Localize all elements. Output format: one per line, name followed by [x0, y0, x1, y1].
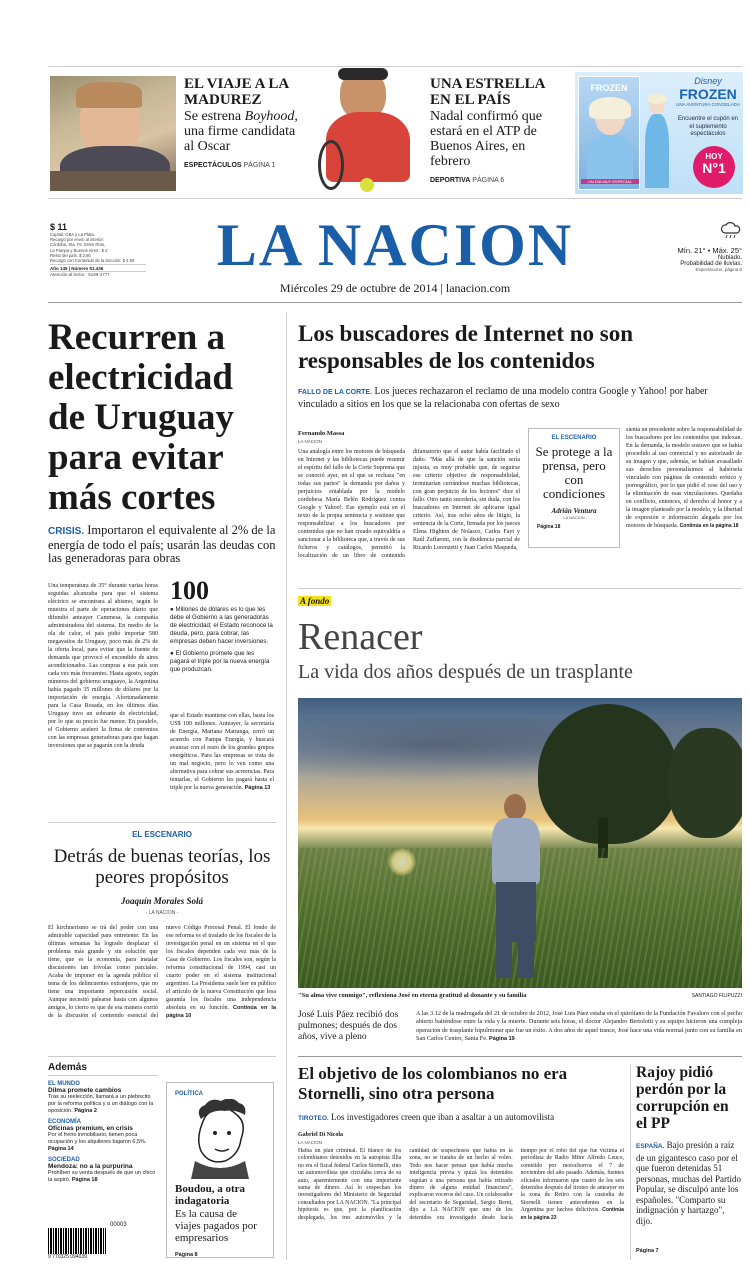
escenario1-page-ref[interactable]: Continúa en la página 10 [166, 1005, 276, 1019]
barcode-bars [48, 1228, 106, 1254]
renacer-label: A fondo [300, 596, 330, 606]
buscadores-kicker: FALLO DE LA CORTE. [298, 389, 373, 396]
escenario2-author: Adrián Ventura [551, 507, 597, 515]
masthead-site[interactable]: lanacion.com [445, 281, 511, 295]
escenario2-page: Página 18 [537, 524, 561, 530]
frozen-brand: Disney [694, 76, 722, 86]
buscadores-source: LA NACION [298, 439, 323, 444]
escenario2-title: Se protege a la prensa, pero con condiciones [535, 444, 613, 501]
frozen-cover [578, 76, 640, 190]
politica-box[interactable] [166, 1082, 274, 1258]
promo-viaje-head: EL VIAJE A LA MADUREZ [184, 76, 289, 108]
colombianos-deck-text: Los investigadores creen que iban a asaltar a un automovilista [328, 1112, 555, 1122]
buscadores-deck-text: Los jueces rechazaron el reclamo de una modelo contra Google y Yahoo! por haber vinculado a sitios en los que se la relacionaba con ofertas de sexo [298, 386, 708, 410]
lead-page-ref[interactable]: Página 13 [244, 785, 271, 791]
escenario1-author: Joaquín Morales Solá [120, 896, 204, 906]
renacer-credit: SANTIAGO FILIPUZZI [691, 993, 742, 999]
colombianos-deck [298, 1112, 624, 1125]
weather-desc2: Probabilidad de lluvias. [680, 261, 742, 267]
lead-body: Una temperatura de 35° durante varias horas seguidas alcanzaba para que el sistema eléctrico se encontrara al abismo, según lo muestra el parte de operaciones diario que difundió anteayer Cammesa, la compañía administradora del sistema. En medio de la ola de calor, el país pidió importar 580 megavatios de Uruguay, poco más de 2% de la oferta local, para evitar que la fuente de demanda que provocó el encendido de aires acondicionados. Las compras a ese país son cada vez más frecuentes. Hasta agosto, según números del gobierno uruguayo, la Argentina había pagado 35 millones de dólares por la importación de energía. Afortunadamente para la Casa Rosada, en los últimos días Uruguay tuvo un sobrante de electricidad, por lo que su precio fue menor. En paralelo, el Gobierno aceleró la firma de convenios con las empresas generadoras para que hagan inversiones que se pagarán con la deuda [48, 583, 158, 749]
lead-headline[interactable]: Recurren a electricidad de Uruguay para evitar más cortes [48, 317, 235, 518]
ademas-label: Además [48, 1062, 158, 1076]
weather-box [636, 222, 742, 272]
renacer-body: A las 3.12 de la madrugada del 21 de octubre de 2012, José Luis Páez estaba en el quirófano de la Fundación Favaloro con el pecho abierto batiéndose entre la vida y la muerte. Durante seis horas, el doctor Alejandro Bertolotti y su equipo hicieron una compleja operación de trasplante bipulmonar que fue un éxito. A dos años de aquel trance, José hace una vida normal junto con su familia en San Carlos Centro, Santa Fe. Página 19 [416, 1010, 742, 1043]
promo-viaje-body: Se estrena Boyhood, una firme candidata al Oscar [184, 109, 298, 154]
promo-estrella-head: UNA ESTRELLA EN EL PAÍS [430, 76, 545, 108]
renacer-teaser: José Luis Páez recibió dos pulmones; después de dos años, vive a pleno [298, 1010, 399, 1042]
escenario1-label: EL ESCENARIO [132, 830, 192, 839]
lead-bignum: 100 [170, 576, 209, 605]
colombianos-source: LA NACION [298, 1140, 323, 1145]
lead-bullet: ● Millones de dólares es lo que les debe el Gobierno a las generadoras de electricidad; el Estado reconoce la deuda, pero, para cobrar, las empresas deben hacer inversiones. [170, 606, 273, 645]
escenario1-title[interactable]: Detrás de buenas teorías, los peores propósitos [53, 846, 271, 888]
lead-deck [48, 524, 276, 566]
boudou-caricature [175, 1099, 265, 1179]
ademas-item[interactable]: EL MUNDO Dilma promete cambios Tras su reelección, llamará a un plebiscito por la reforma política y a un diálogo con la oposición. Página 2 [48, 1081, 154, 1114]
weather-ref: Espectáculos, página 6 [695, 267, 742, 272]
barcode-number: 9 770325 094039 [48, 1254, 87, 1260]
renacer-photo[interactable] [298, 698, 742, 988]
escenario2-box[interactable] [528, 428, 620, 548]
masthead-date: Miércoles 29 de octubre de 2014 [279, 281, 438, 295]
frozen-cover-title: FROZEN [590, 83, 628, 93]
promo-estrella[interactable] [430, 76, 558, 184]
escenario2-label: EL ESCENARIO [551, 435, 597, 441]
frozen-body: Encuentre el cupón en el suplemento espectáculos [677, 116, 739, 137]
escenario2-source: - LA NACION - [560, 515, 588, 520]
barcode [48, 1222, 158, 1262]
promo-viaje-ref: ESPECTÁCULOS PÁGINA 1 [184, 162, 276, 169]
rajoy-deck-text: Bajo presión a raíz de un gigantesco caso por el que fueron detenidas 51 personas, muchas del Partido Popular, se disculpó ante los españoles. "Comparto su indignación y hartazgo", dijo. [636, 1140, 741, 1226]
rajoy-page[interactable]: Página 7 [636, 1248, 659, 1254]
masthead-title[interactable]: LA NACION [216, 212, 574, 278]
barcode-code: 00003 [110, 1222, 127, 1228]
colombianos-author: Gabriel Di Nicola [298, 1132, 343, 1138]
renacer-subtitle: La vida dos años después de un trasplante [298, 661, 633, 683]
buscadores-body: Una analogía entre los motores de búsqueda en Internet y las bibliotecas puede resumir el espíritu del fallo de la Corte Suprema que se conoció ayer, en el que se rechaza "en todas sus partes" la demanda por daños y perjuicios entablada por la modelo cordobesa María Belén Rodríguez contra Google y Yahoo!. Ese ejemplo está en el texto de la propia sentencia y sostiene que responsabilizar a los buscadores por contenidos que no han creado equivaldría a sancionar a la biblioteca que, a través de sus ficheros y catálogos, permitió la localización de un libro de contenido difamatorio que el autor había facilitado el daño. "Más allá de que la sanción sería injusta, es muy probable que, de seguirse ese criterio objetivo de responsabilidad, terminarían cerrándose muchas bibliotecas, con gran perjuicio de los lectores" dice el fallo. Otro tanto sucedería, sin duda, con los buscadores en Internet de aplicarse igual criterio. Así, tras ocho años de litigio, la sentencia de la Corte, firmada por los jueces Elena Highton de Nolasco, Carlos Fayt y Raúl Zaffaroni, con la disidencia parcial de Ricardo Lorenzetti y Juan Carlos Maqueda, [298, 449, 520, 559]
frozen-cover-sub: UN DÍA MUY ESPECIAL [581, 179, 639, 184]
weather-temp: Mín. 21° • Máx. 25° [677, 246, 742, 255]
rajoy-kicker: ESPAÑA. [636, 1143, 665, 1150]
escenario1-source: - LA NACION - [145, 910, 179, 916]
colombianos-headline[interactable]: El objetivo de los colombianos no era Stornelli, sino otra persona [298, 1064, 568, 1103]
price-line: Capital, GBA y La Plata. [50, 232, 95, 237]
man-figure [486, 794, 550, 984]
price: $ 11 [50, 222, 68, 232]
price-line: Recargo por envío al interior: [50, 237, 104, 243]
ademas-item[interactable]: SOCIEDAD Mendoza: no a la purpurina Prohíben su venta después de que un chico la aspiró. Página 18 [48, 1157, 156, 1183]
issue: Año 145 | Número 51.436 [50, 266, 146, 272]
promo-estrella-body: Nadal confirmó que estará en el ATP de Buenos Aires, en febrero [430, 109, 542, 169]
colombianos-page-ref[interactable]: Continúa en la página 23 [520, 1207, 624, 1221]
frozen-logo: FROZEN [679, 86, 737, 102]
price-line: Recargo con Contenido de la Sección: $ 4,50 [50, 258, 146, 265]
renacer-caption: "Su alma vive conmigo", reflexiona José en eterna gratitud al donante y su familia [298, 992, 527, 999]
frozen-ad[interactable] [575, 72, 743, 194]
buscadores-deck [298, 386, 742, 410]
rajoy-headline[interactable]: Rajoy pidió perdón por la corrupción en el PP [636, 1064, 729, 1132]
price-line: Córdoba, Sta. Fe, Entre Ríos, [50, 242, 106, 248]
renacer-title[interactable]: Renacer [298, 616, 423, 658]
ademas-item[interactable]: ECONOMÍA Oficinas premium, en crisis Por el freno inmobiliario, tienen poca ocupación y los alquileres bajaron 6,5%. Página 14 [48, 1119, 147, 1152]
price-line: La Pampa y Buenos Aires : $ 2 [50, 247, 108, 253]
politica-title: Boudou, a otra indagatoria [175, 1183, 245, 1207]
escenario1-body: El kirchnerismo se irá del poder con una admirable capacidad para entretener. En las últimas semanas ha logrado desplazar el problema más grande y sin solución que tiene, que es la economía, para instalar discusiones tan frívolas como parciales. Acaba de imponer en la agenda pública el tema de los delincuentes extranjeros, que no tiene una importante repercusión social. Aunque necesitó palearse hasta con algunos amigos, lo cierto es que de esa manera corrió de la discusión el contenido esencial del nuevo Código Procesal Penal. El fondo de ese reforma es el traslado de los fiscales de la investigación penal en un sistema en el que los fiscales dependen cada vez más de la Casa de Gobierno. Los fiscales son, según la reforma constitucional de 1994, casi un cuarto poder en el sistema institucional argentino. La Presidenta suele leer en público el artículo de la nueva Constitución que lesa garantía los fiscales una independencia absoluta en su función. Continúa en la página 10 [48, 925, 276, 1019]
frozen-logo-sub: UNA AVENTURA CONGELADA [676, 102, 740, 107]
nadal-photo[interactable] [318, 60, 418, 195]
atencion: Atención al lector : 5199-4777 [50, 272, 110, 278]
politica-label: POLÍTICA [175, 1091, 203, 1097]
lead-body-2: que el Estado mantiene con ellas, hasta los US$ 100 millones. Anteayer, la secretaría de Energía, Mariana Matranga, cerró un acuerdo con Pampa Energía, y buscará avanzar con el resto de los grandes grupos energéticos. Para las empresas se trata de un mal negocio, pero lo ven como una alternativa para cobrar sus acreencias. Para tentarlas, el Gobierno les pagará hasta el triple por la nueva generación. Página 13 [170, 713, 274, 791]
politica-page: Página 8 [175, 1252, 198, 1258]
renacer-page-ref[interactable]: Página 19 [489, 1036, 515, 1043]
price-box [50, 222, 146, 277]
boyhood-photo[interactable] [50, 76, 176, 191]
ademas-box [48, 1062, 158, 1184]
buscadores-headline[interactable]: Los buscadores de Internet no son responsables de los contenidos [298, 321, 634, 373]
frozen-badge: HOY N°1 [693, 146, 735, 188]
masthead-dateline: Miércoles 29 de octubre de 2014 | lanacion.com [279, 281, 511, 295]
promo-viaje[interactable] [184, 76, 306, 169]
buscadores-body-3: sienta un precedente sobre la responsabilidad de los buscadores por los contenidos que indexan. En la demanda, la modelo sostuvo que se había procedido al uso comercial y no autorizado de su imagen y que, además, se habían avasallado sus derechos personalísimos al habérsela vinculado con páginas de contenido erótico y pornográfico, por lo que pidió el cese del uso y la eliminación de esas vinculaciones. Quedaba en conflicto, entonces, el derecho al honor y a la imagen planteado por la modelo, y la libertad de expresión e información alegada por los motores de búsqueda. Continúa en la página 18 [626, 427, 742, 529]
rajoy-deck [636, 1140, 742, 1226]
lead-deck-text: Importaron el equivalente al 2% de la energía de todo el país; usarán las deudas con las generadoras para obras [48, 523, 276, 565]
buscadores-author: Fernando Massa [298, 430, 345, 437]
weather-desc: Nublado. [717, 255, 742, 261]
politica-body: Es la causa de viajes pagados por empresarios [175, 1208, 257, 1244]
lead-bullet: ● El Gobierno promete que les pagará el triple por la nueva energía que produzcan. [170, 650, 270, 673]
price-line: Resto del país: $ 2,80 [50, 252, 91, 258]
promo-estrella-ref: DEPORTIVA PÁGINA 6 [430, 177, 505, 184]
lead-bullets [170, 606, 274, 674]
colombianos-kicker: TIROTEO. [298, 1115, 329, 1122]
cloud-rain-icon [720, 222, 742, 240]
buscadores-page-ref[interactable]: Continúa en la página 18 [679, 523, 739, 529]
tree-shape [538, 704, 678, 844]
lead-kicker: CRISIS. [48, 526, 85, 537]
colombianos-body: Había un plan criminal. El blanco de los colombianos detenidos en la autopista Illia no era el fiscal federal Carlos Stornelli, sino un automovilista que circulaba cerca de su auto, aparentemente con una importante suma de dinero. Así lo sospechan los investigadores del Ministerio de Seguridad consultados por LA NACION. "La principal hipótesis es que, por la planificación desplegada, los tres automóviles y la cantidad de sospechosos que había en la zona, no se trataba de un hecho al voleo. Todo nos hacer pensar que había mucha inteligencia previa y quizá los detenidos seguían a una persona que había retirado dinero de alguna entidad financiera", explicaron voceros del caso. Un colaborador del secretario de Seguridad, Sergio Berni, dijo a LA NACION que uno de los detenidos era investigado desde hacía tiempo por el robo del que fue víctima el periodista de Radio Mitre Alfredo Leuco, cometido por motochorros el 7 de noviembre del año pasado. Además, fuentes oficiales informaron que cuatro de los seis detenidos después del tiroteo de anteayer en la zona de Retiro con la custodia de Stornelli tienen antecedentes en la Argentina por hechos delictivos. Continúa en la página 23 [298, 1148, 624, 1221]
